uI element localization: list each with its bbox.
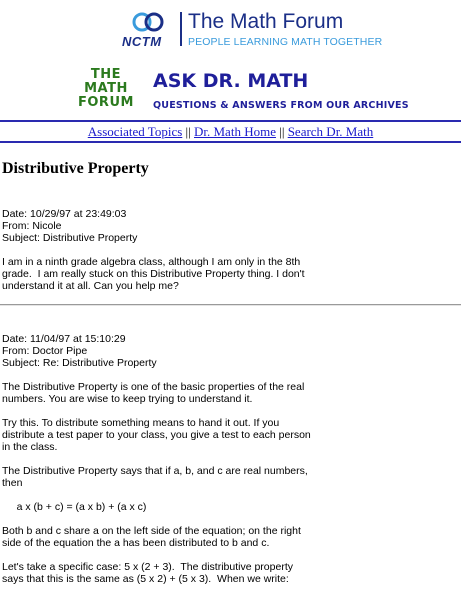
- logo-line: FORUM: [78, 95, 134, 110]
- answer-body-line: numbers. You are wise to keep trying to understand it.: [2, 393, 253, 405]
- question-subject: Subject: Distributive Property: [2, 232, 138, 244]
- answer-body-line: Try this. To distribute something means to hand it out. If you: [2, 417, 280, 429]
- banner-divider: [180, 12, 182, 46]
- nctm-wordmark: NCTM: [122, 34, 162, 49]
- answer-message: [2, 333, 452, 585]
- question-message: [2, 208, 452, 292]
- answer-body-line: Both b and c share a on the left side of the equation; on the right: [2, 525, 301, 537]
- math-forum-banner: [0, 0, 461, 60]
- the-math-forum-logo: [78, 68, 134, 110]
- ask-dr-math-subtitle: QUESTIONS & ANSWERS FROM OUR ARCHIVES: [153, 100, 409, 111]
- associated-topics-link[interactable]: Associated Topics: [87, 124, 183, 139]
- ask-dr-math-title: ASK DR. MATH: [153, 70, 309, 92]
- answer-body-line: in the class.: [2, 441, 58, 453]
- answer-date: Date: 11/04/97 at 15:10:29: [2, 333, 126, 345]
- equation-line: a x (b + c) = (a x b) + (a x c): [2, 501, 147, 513]
- question-body-line: understand it at all. Can you help me?: [2, 280, 179, 292]
- question-from: From: Nicole: [2, 220, 62, 232]
- search-dr-math-link[interactable]: Search Dr. Math: [287, 124, 374, 139]
- logo-line: THE: [90, 67, 122, 82]
- answer-from: From: Doctor Pipe: [2, 345, 88, 357]
- answer-body-line: distribute a test paper to your class, you give a test to each person: [2, 429, 311, 441]
- logo-line: MATH: [84, 81, 128, 96]
- nav-separator: ||: [185, 124, 191, 139]
- math-forum-title: The Math Forum: [188, 10, 344, 33]
- answer-body-line: says that this is the same as (5 x 2) + (5 x 3). When we write:: [2, 573, 289, 585]
- answer-subject: Subject: Re: Distributive Property: [2, 357, 157, 369]
- nav-rule: [0, 141, 461, 143]
- question-body-line: grade. I am really stuck on this Distributive Property thing. I don't: [2, 268, 305, 280]
- answer-body-line: side of the equation the a has been distributed to b and c.: [2, 537, 270, 549]
- answer-body-line: The Distributive Property is one of the basic properties of the real: [2, 381, 305, 393]
- answer-body-line: Let's take a specific case: 5 x (2 + 3). The distributive property: [2, 561, 293, 573]
- answer-body-line: The Distributive Property says that if a, b, and c are real numbers,: [2, 465, 308, 477]
- page-title: Distributive Property: [2, 160, 149, 177]
- question-body-line: I am in a ninth grade algebra class, although I am only in the 8th: [2, 256, 301, 268]
- message-divider: [0, 304, 461, 306]
- header-rule: [0, 120, 461, 122]
- nav-separator: ||: [279, 124, 285, 139]
- dr-math-home-link[interactable]: Dr. Math Home: [194, 124, 276, 139]
- math-forum-tagline: PEOPLE LEARNING MATH TOGETHER: [188, 36, 383, 48]
- nav-links: [0, 124, 461, 140]
- answer-body-line: then: [2, 477, 23, 489]
- question-date: Date: 10/29/97 at 23:49:03: [2, 208, 127, 220]
